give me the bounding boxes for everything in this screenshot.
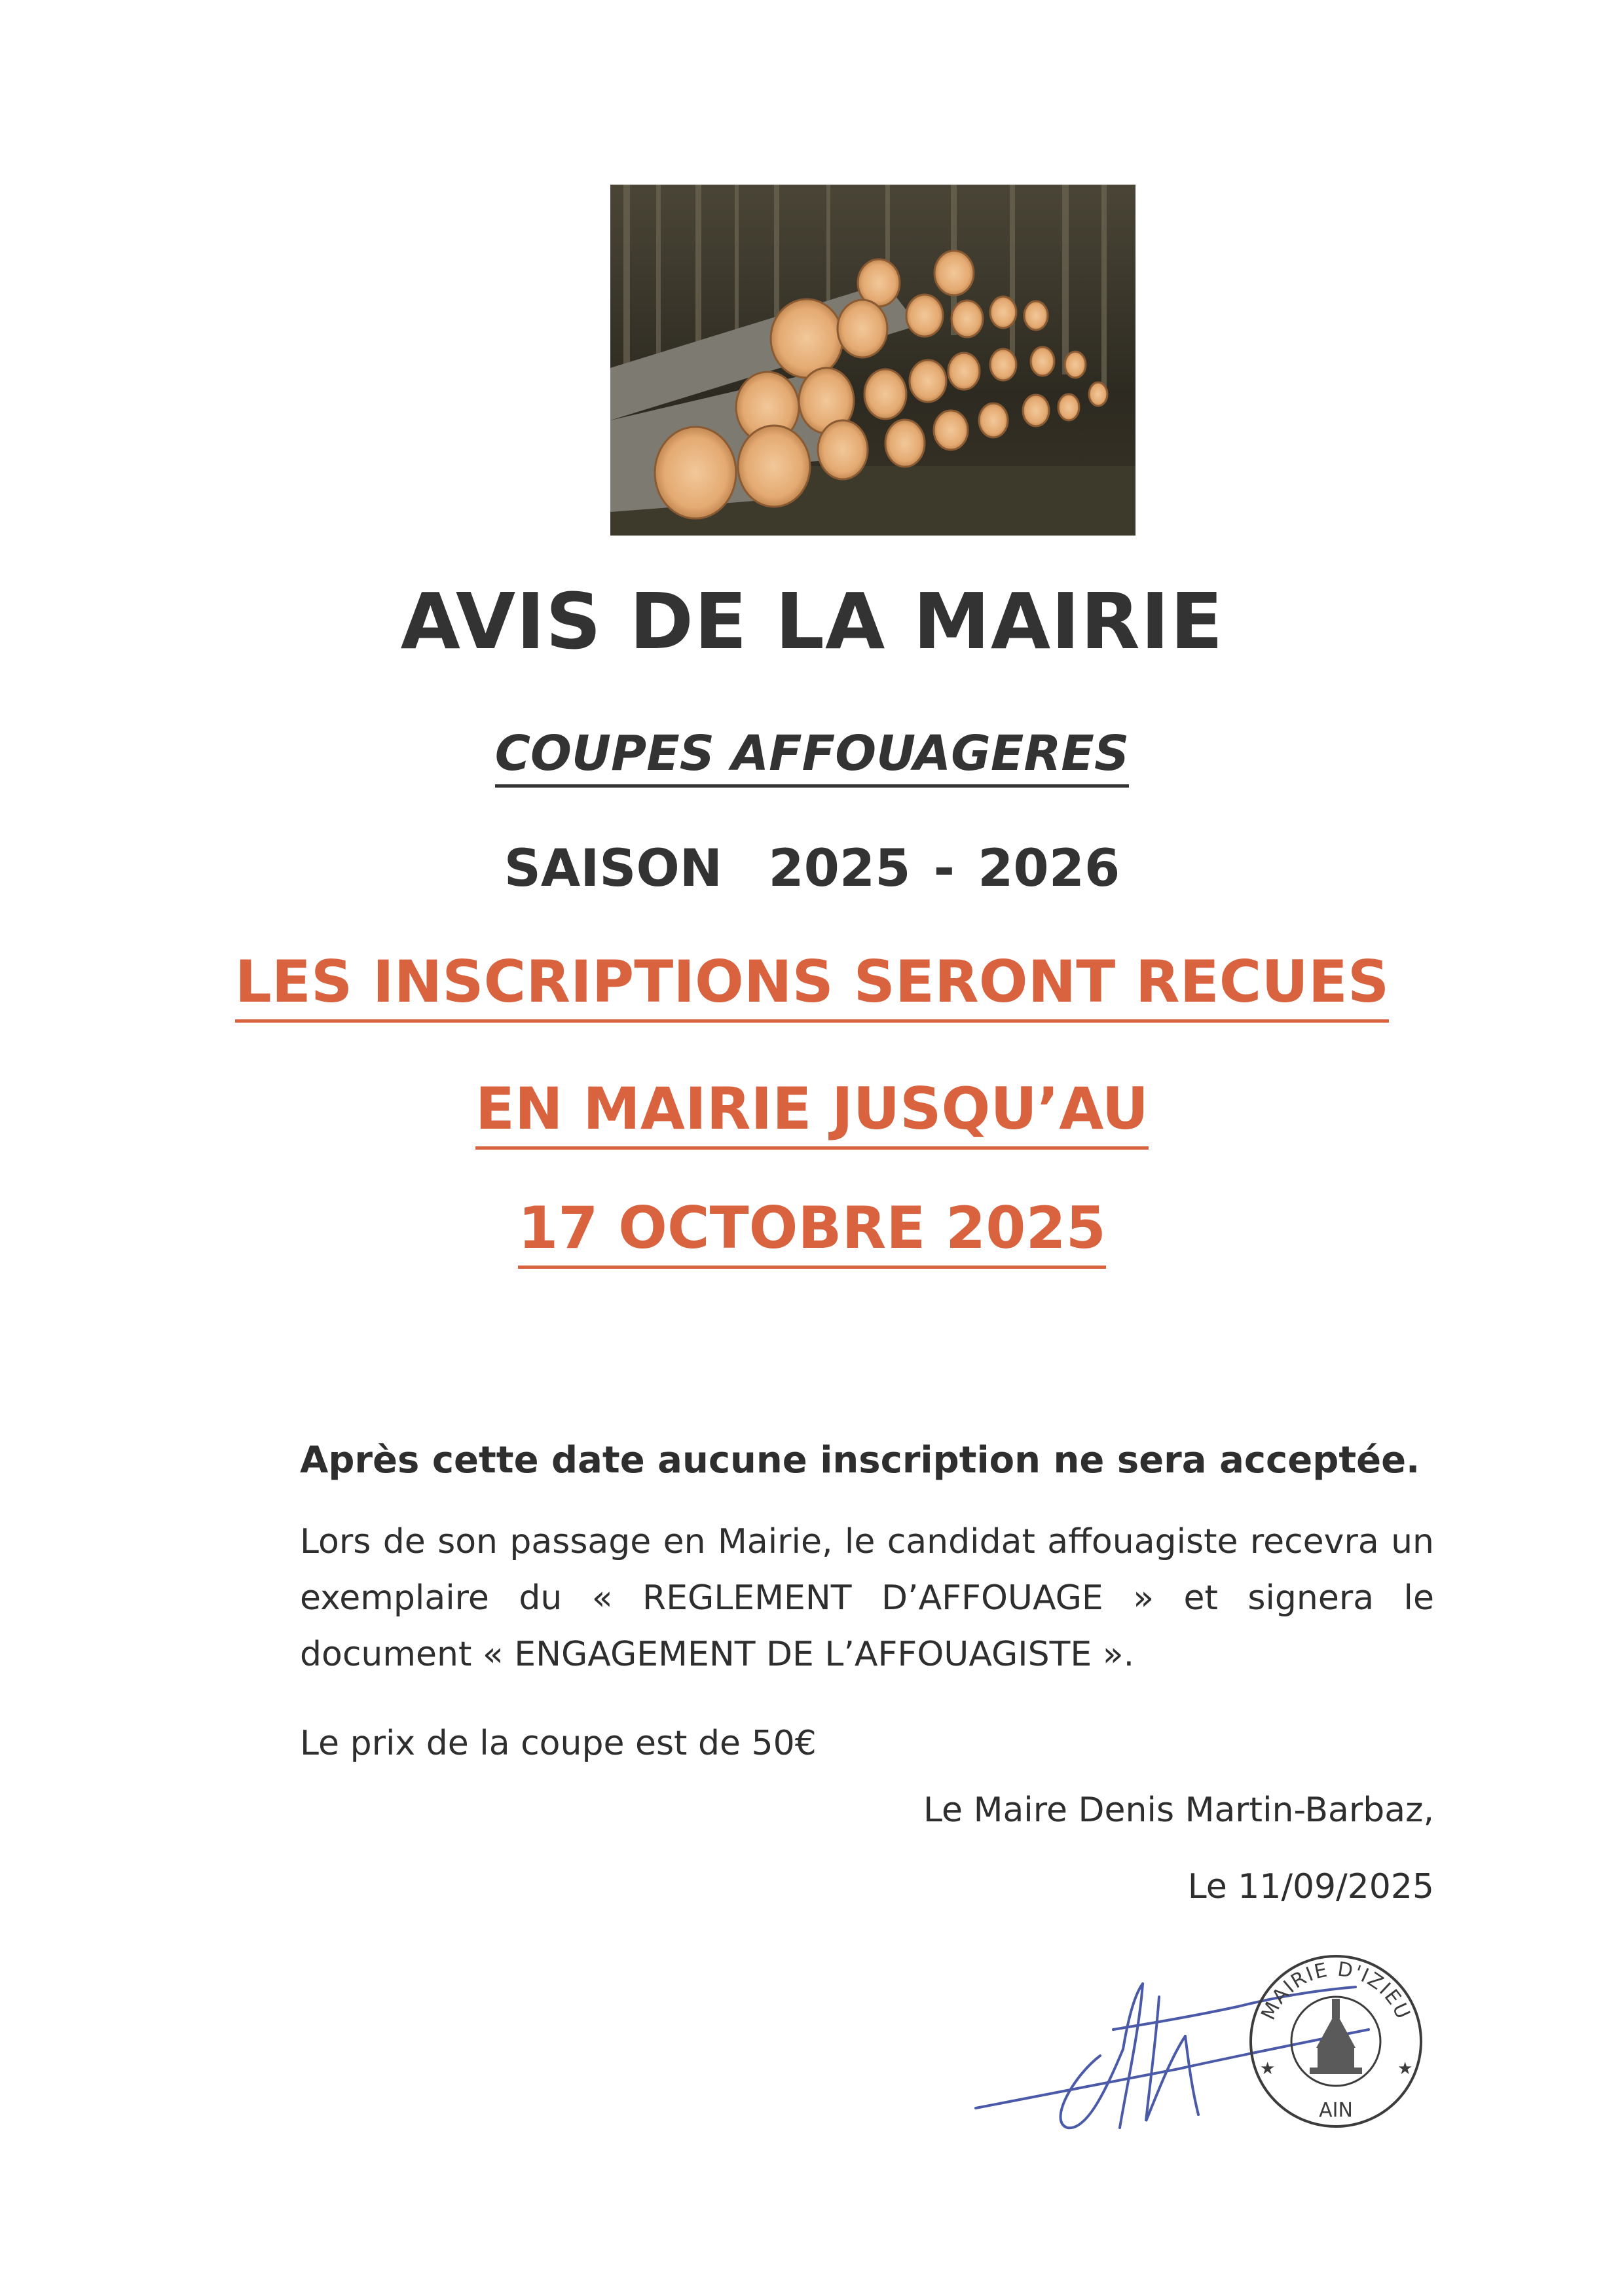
lead-sentence: Après cette date aucune inscription ne sera acceptée. — [300, 1439, 1420, 1482]
seal-top-text: MAIRIE D'IZIEU — [1257, 1958, 1415, 2024]
logs-illustration — [610, 185, 1135, 536]
info-paragraph: Lors de son passage en Mairie, le candidat affouagiste recevra un exemplaire du « REGLEMENT D’AFFOUAGE » et signera le document « ENGAGEMENT DE L’AFFOUAGISTE ». — [300, 1522, 1434, 1674]
highlight-text-1: LES INSCRIPTIONS SERONT RECUES — [235, 948, 1390, 1023]
highlight-line-1 — [0, 948, 1624, 1015]
mairie-seal — [1244, 1950, 1428, 2133]
subtitle-text: COUPES AFFOUAGERES — [495, 725, 1130, 788]
seal-emblem-icon — [1310, 1999, 1362, 2074]
seal-star-icon-right: ★ — [1397, 2059, 1413, 2079]
highlight-text-3: 17 OCTOBRE 2025 — [518, 1194, 1106, 1269]
notice-date: Le 11/09/2025 — [1187, 1867, 1434, 1906]
price-line: Le prix de la coupe est de 50€ — [300, 1724, 817, 1763]
logs-photo — [610, 185, 1135, 536]
highlight-line-2 — [0, 1075, 1624, 1142]
highlight-text-2: EN MAIRIE JUSQU’AU — [475, 1075, 1149, 1150]
season: SAISON 2025 - 2026 — [504, 839, 1120, 898]
page-title: AVIS DE LA MAIRIE — [400, 576, 1224, 666]
mayor-name: Le Maire Denis Martin-Barbaz, — [923, 1791, 1434, 1830]
seal-star-icon-left: ★ — [1260, 2059, 1276, 2079]
seal-bottom-text: AIN — [1319, 2099, 1353, 2122]
highlight-line-3 — [0, 1194, 1624, 1262]
subtitle — [0, 725, 1624, 782]
